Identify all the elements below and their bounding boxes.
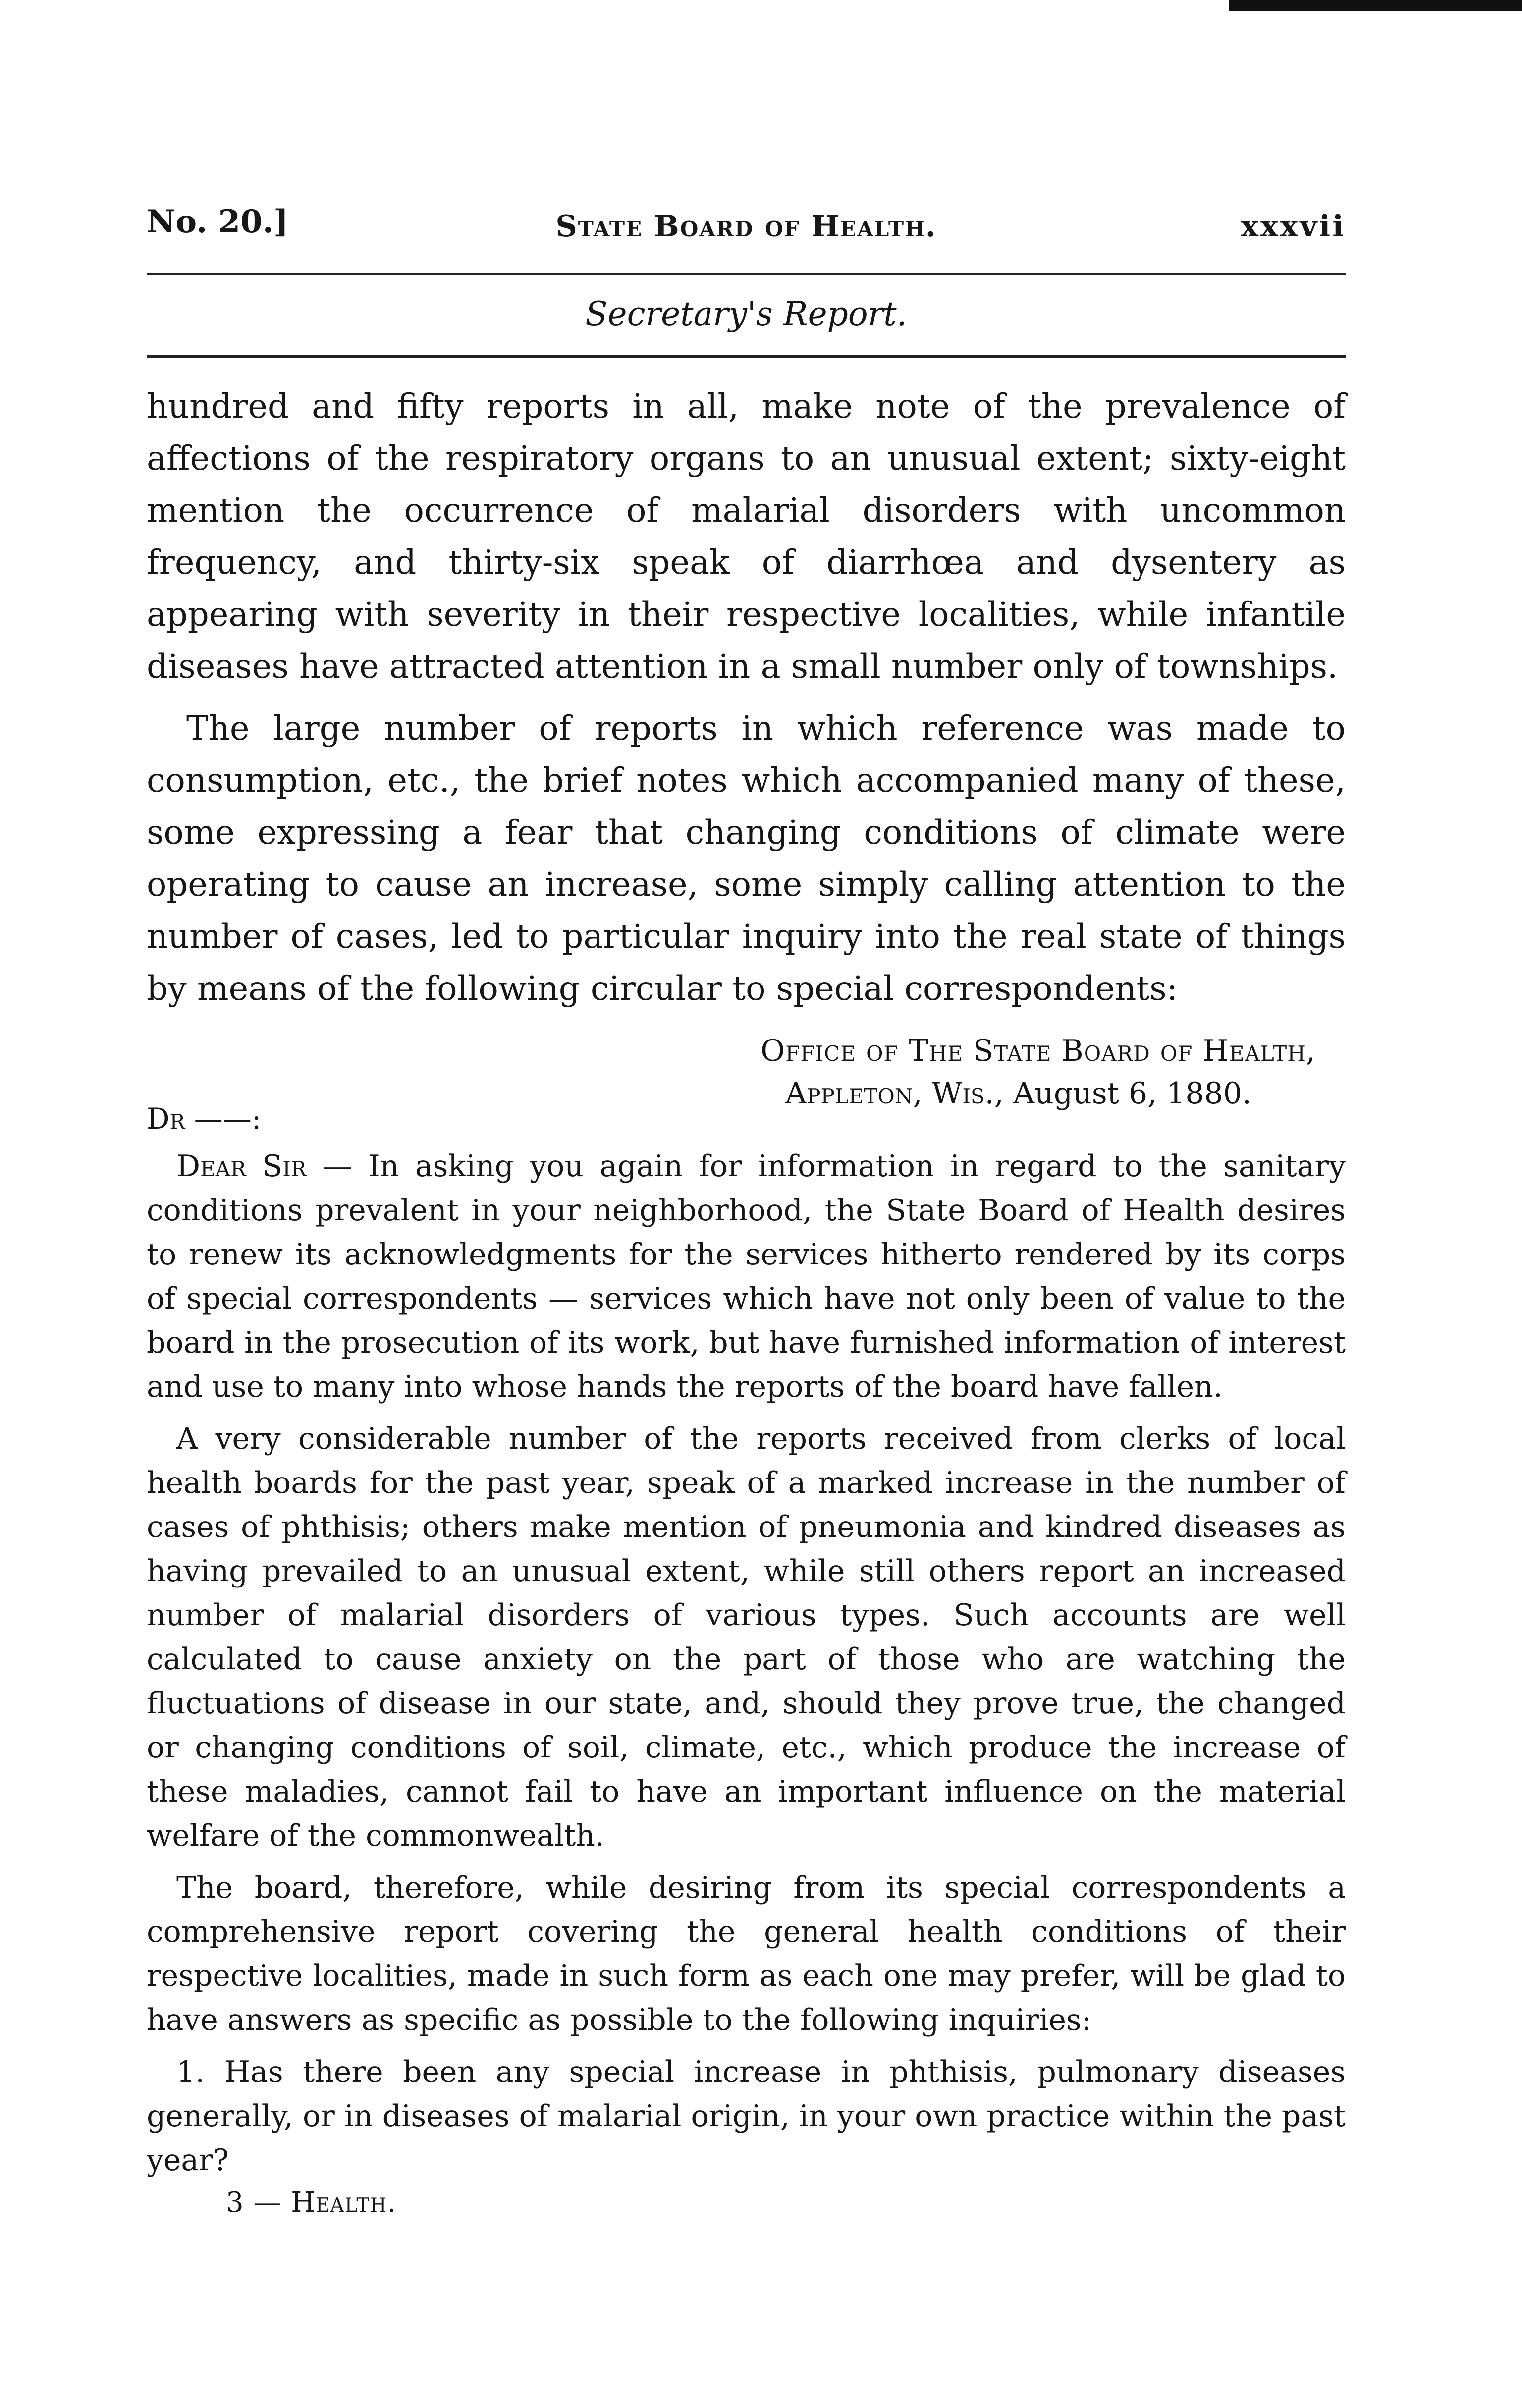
addressee: Dr ——: [147, 1102, 262, 1136]
body-paragraph: The large number of reports in which reference was made to consumption, etc., the brief notes which accompanied many of these, some expressing a fear that changing conditions of climate were operating to cause an increase, some simply calling attention to the number of cases, led to particular inquiry into the real state of things by means of the following circular to special correspondents: [147, 709, 1346, 1008]
office-line: Office of The State Board of Health, [761, 1034, 1316, 1068]
document-page [147, 198, 1346, 2219]
signature-mark: 3 — Health. [226, 2187, 397, 2219]
circular-date: August 6, 1880. [1013, 1076, 1251, 1111]
document-number: No. 20.] [147, 203, 289, 240]
header-rule [147, 273, 1346, 275]
greeting: Dear Sir — [176, 1149, 352, 1184]
section-rule [147, 355, 1346, 358]
body-text [147, 381, 1346, 1015]
circular-paragraph: A very considerable number of the reports received from clerks of local health boards for the past year, speak of a marked increase in the number of cases of phthisis; others make mention of pneumonia and kindred diseases as having prevailed to an unusual extent, while still others report an increased number of malarial disorders of various types. Such accounts are well calculated to cause anxiety on the part of those who are watching the fluctuations of disease in our state, and, should they prove true, the changed or changing conditions of soil, climate, etc., which produce the increase of these maladies, cannot fail to have an important influence on the material welfare of the commonwealth. [147, 1422, 1346, 1853]
scan-edge-bar [1229, 0, 1522, 11]
page-number: xxxvii [1241, 209, 1346, 244]
inquiry-item: 1. Has there been any special increase in phthisis, pulmonary diseases generally, or in diseases of malarial origin, in your own practice within the past year? [147, 2055, 1346, 2178]
circular-paragraph: The board, therefore, while desiring from its special correspondents a comprehensive report covering the general health conditions of their respective localities, made in such form as each one may prefer, will be glad to have answers as specific as possible to the following inquiries: [147, 1870, 1346, 2037]
circular-paragraph [147, 1145, 1346, 1409]
place-name: Appleton, Wis., [785, 1076, 1004, 1111]
place-date-line [785, 1072, 1251, 1115]
circular-text [147, 1145, 1346, 2183]
circular-paragraph-text: In asking you again for information in regard to the sanitary conditions prevalent in your neighborhood, the State Board of Health desires to renew its acknowledgments for the services hitherto rendered by its corps of special correspondents — services which have not only been of value to the board in the prosecution of its work, but have furnished information of interest and use to many into whose hands the reports of the board have fallen. [147, 1149, 1346, 1404]
section-title: Secretary's Report. [585, 295, 907, 333]
body-paragraph: hundred and fifty reports in all, make note of the prevalence of affections of the respiratory organs to an unusual extent; sixty-eight mention the occurrence of malarial disorders with uncommon frequency, and thirty-six speak of diarrhœa and dysentery as appearing with severity in their respective localities, while infantile diseases have attracted attention in a small number only of townships. [147, 387, 1346, 686]
publication-title: State Board of Health. [555, 209, 937, 244]
circular-dateline [147, 1030, 1346, 1114]
running-header [147, 198, 1346, 253]
